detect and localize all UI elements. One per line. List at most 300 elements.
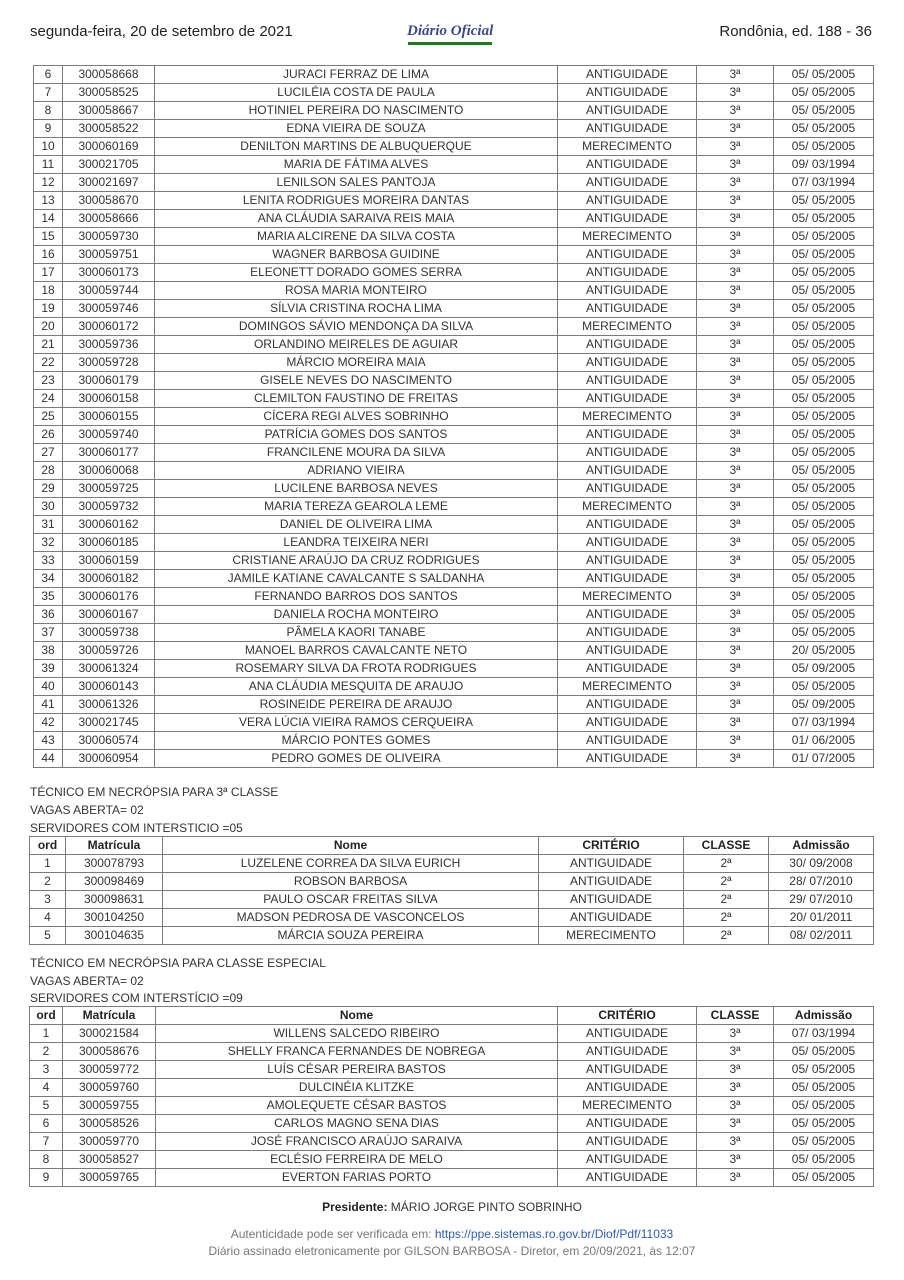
cell-matricula: 300060173 <box>63 264 155 282</box>
table-row <box>34 390 874 408</box>
cell-nome: LUZELENE CORREA DA SILVA EURICH <box>163 855 539 873</box>
header-classe: CLASSE <box>684 837 769 855</box>
cell-nome: HOTINIEL PEREIRA DO NASCIMENTO <box>155 102 558 120</box>
cell-matricula: 300058527 <box>63 1151 156 1169</box>
cell-matricula: 300059730 <box>63 228 155 246</box>
cell-ord: 38 <box>34 642 63 660</box>
cell-ord: 28 <box>34 462 63 480</box>
authenticity-text: Autenticidade pode ser verificada em: <box>230 1227 435 1241</box>
cell-matricula: 300059725 <box>63 480 155 498</box>
table-row <box>34 408 874 426</box>
cell-admissao: 05/ 05/2005 <box>774 1079 874 1097</box>
table-row <box>30 873 874 891</box>
cell-nome: DANIEL DE OLIVEIRA LIMA <box>155 516 558 534</box>
cell-classe: 3ª <box>697 1025 774 1043</box>
cell-classe: 3ª <box>697 102 774 120</box>
cell-admissao: 01/ 07/2005 <box>774 750 874 768</box>
cell-nome: ROBSON BARBOSA <box>163 873 539 891</box>
cell-matricula: 300059732 <box>63 498 155 516</box>
cell-classe: 3ª <box>697 1169 774 1187</box>
cell-admissao: 08/ 02/2011 <box>769 927 874 945</box>
cell-criterio: ANTIGUIDADE <box>558 354 697 372</box>
table-body <box>30 1025 874 1187</box>
header-admissao: Admissão <box>774 1007 874 1025</box>
cell-criterio: ANTIGUIDADE <box>558 1133 697 1151</box>
cell-criterio: ANTIGUIDADE <box>558 372 697 390</box>
cell-nome: ANA CLÁUDIA SARAIVA REIS MAIA <box>155 210 558 228</box>
cell-criterio: MERECIMENTO <box>558 138 697 156</box>
table-row <box>30 1133 874 1151</box>
cell-criterio: ANTIGUIDADE <box>558 210 697 228</box>
table-row <box>34 444 874 462</box>
cell-ord: 8 <box>30 1151 63 1169</box>
cell-matricula: 300058670 <box>63 192 155 210</box>
cell-matricula: 300021584 <box>63 1025 156 1043</box>
cell-admissao: 05/ 05/2005 <box>774 1097 874 1115</box>
cell-ord: 1 <box>30 1025 63 1043</box>
cell-classe: 2ª <box>684 855 769 873</box>
cell-nome: CRISTIANE ARAÚJO DA CRUZ RODRIGUES <box>155 552 558 570</box>
cell-nome: DANIELA ROCHA MONTEIRO <box>155 606 558 624</box>
cell-criterio: ANTIGUIDADE <box>558 552 697 570</box>
cell-classe: 3ª <box>697 750 774 768</box>
cell-nome: SÍLVIA CRISTINA ROCHA LIMA <box>155 300 558 318</box>
cell-ord: 19 <box>34 300 63 318</box>
cell-ord: 9 <box>34 120 63 138</box>
cell-classe: 3ª <box>697 498 774 516</box>
cell-criterio: ANTIGUIDADE <box>558 750 697 768</box>
cell-nome: MARIA ALCIRENE DA SILVA COSTA <box>155 228 558 246</box>
cell-ord: 5 <box>30 927 66 945</box>
cell-nome: FRANCILENE MOURA DA SILVA <box>155 444 558 462</box>
page-header <box>0 0 904 50</box>
header-criterio: CRITÉRIO <box>539 837 684 855</box>
cell-nome: PÂMELA KAORI TANABE <box>155 624 558 642</box>
cell-admissao: 05/ 05/2005 <box>774 534 874 552</box>
cell-nome: ECLÉSIO FERREIRA DE MELO <box>156 1151 558 1169</box>
cell-nome: DULCINÉIA KLITZKE <box>156 1079 558 1097</box>
cell-classe: 2ª <box>684 873 769 891</box>
cell-classe: 3ª <box>697 714 774 732</box>
cell-nome: CLEMILTON FAUSTINO DE FREITAS <box>155 390 558 408</box>
cell-ord: 36 <box>34 606 63 624</box>
cell-nome: SHELLY FRANCA FERNANDES DE NOBREGA <box>156 1043 558 1061</box>
table-row <box>34 156 874 174</box>
cell-nome: LENILSON SALES PANTOJA <box>155 174 558 192</box>
cell-admissao: 29/ 07/2010 <box>769 891 874 909</box>
cell-matricula: 300058666 <box>63 210 155 228</box>
cell-ord: 7 <box>34 84 63 102</box>
cell-nome: MÁRCIO PONTES GOMES <box>155 732 558 750</box>
cell-admissao: 05/ 09/2005 <box>774 696 874 714</box>
cell-admissao: 05/ 09/2005 <box>774 660 874 678</box>
table-row <box>30 927 874 945</box>
cell-admissao: 05/ 05/2005 <box>774 1061 874 1079</box>
cell-nome: MÁRCIA SOUZA PEREIRA <box>163 927 539 945</box>
cell-matricula: 300060159 <box>63 552 155 570</box>
cell-ord: 40 <box>34 678 63 696</box>
cell-criterio: ANTIGUIDADE <box>558 624 697 642</box>
cell-criterio: ANTIGUIDADE <box>558 66 697 84</box>
cell-classe: 3ª <box>697 210 774 228</box>
cell-matricula: 300098631 <box>66 891 163 909</box>
table-row <box>34 516 874 534</box>
cell-ord: 32 <box>34 534 63 552</box>
header-date: segunda-feira, 20 de setembro de 2021 <box>30 23 293 40</box>
table-body <box>30 855 874 945</box>
cell-classe: 2ª <box>684 891 769 909</box>
cell-classe: 3ª <box>697 552 774 570</box>
cell-nome: ELEONETT DORADO GOMES SERRA <box>155 264 558 282</box>
table-row <box>34 174 874 192</box>
signature-line: Diário assinado eletronicamente por GILSON BARBOSA - Diretor, em 20/09/2021, às 12:07 <box>208 1244 696 1258</box>
cell-admissao: 05/ 05/2005 <box>774 66 874 84</box>
cell-admissao: 28/ 07/2010 <box>769 873 874 891</box>
cell-nome: LUÍS CÉSAR PEREIRA BASTOS <box>156 1061 558 1079</box>
cell-criterio: ANTIGUIDADE <box>558 1115 697 1133</box>
section3-servidores: SERVIDORES COM INTERSTÍCIO =09 <box>30 991 243 1005</box>
cell-admissao: 05/ 05/2005 <box>774 1151 874 1169</box>
cell-matricula: 300059772 <box>63 1061 156 1079</box>
cell-ord: 35 <box>34 588 63 606</box>
table-row <box>34 588 874 606</box>
cell-classe: 3ª <box>697 1115 774 1133</box>
cell-nome: WILLENS SALCEDO RIBEIRO <box>156 1025 558 1043</box>
cell-admissao: 09/ 03/1994 <box>774 156 874 174</box>
cell-matricula: 300060167 <box>63 606 155 624</box>
cell-ord: 39 <box>34 660 63 678</box>
table-row <box>34 678 874 696</box>
table-row <box>30 1169 874 1187</box>
table-row <box>34 426 874 444</box>
cell-nome: CARLOS MAGNO SENA DIAS <box>156 1115 558 1133</box>
cell-nome: WAGNER BARBOSA GUIDINE <box>155 246 558 264</box>
cell-ord: 41 <box>34 696 63 714</box>
cell-matricula: 300060182 <box>63 570 155 588</box>
cell-criterio: ANTIGUIDADE <box>558 606 697 624</box>
cell-classe: 3ª <box>697 138 774 156</box>
cell-admissao: 05/ 05/2005 <box>774 84 874 102</box>
cell-classe: 3ª <box>697 1133 774 1151</box>
cell-criterio: ANTIGUIDADE <box>558 1169 697 1187</box>
cell-admissao: 05/ 05/2005 <box>774 318 874 336</box>
table-row <box>34 372 874 390</box>
cell-criterio: MERECIMENTO <box>558 1097 697 1115</box>
cell-matricula: 300060155 <box>63 408 155 426</box>
cell-ord: 42 <box>34 714 63 732</box>
cell-matricula: 300060574 <box>63 732 155 750</box>
cell-ord: 30 <box>34 498 63 516</box>
cell-classe: 3ª <box>697 156 774 174</box>
cell-ord: 2 <box>30 873 66 891</box>
cell-nome: ROSA MARIA MONTEIRO <box>155 282 558 300</box>
cell-matricula: 300021697 <box>63 174 155 192</box>
cell-criterio: ANTIGUIDADE <box>558 1043 697 1061</box>
table-row <box>34 714 874 732</box>
cell-matricula: 300060179 <box>63 372 155 390</box>
cell-classe: 3ª <box>697 588 774 606</box>
table-row <box>34 138 874 156</box>
header-criterio: CRITÉRIO <box>558 1007 697 1025</box>
table-body <box>34 66 874 768</box>
table-row <box>30 855 874 873</box>
cell-criterio: ANTIGUIDADE <box>558 462 697 480</box>
cell-ord: 18 <box>34 282 63 300</box>
cell-matricula: 300059740 <box>63 426 155 444</box>
table-row <box>30 1043 874 1061</box>
cell-admissao: 05/ 05/2005 <box>774 336 874 354</box>
cell-criterio: ANTIGUIDADE <box>558 660 697 678</box>
cell-ord: 44 <box>34 750 63 768</box>
cell-admissao: 05/ 05/2005 <box>774 282 874 300</box>
table-row <box>34 264 874 282</box>
cell-ord: 21 <box>34 336 63 354</box>
table-row <box>34 480 874 498</box>
cell-criterio: ANTIGUIDADE <box>558 264 697 282</box>
cell-criterio: ANTIGUIDADE <box>558 1025 697 1043</box>
table-row <box>34 498 874 516</box>
cell-criterio: ANTIGUIDADE <box>558 732 697 750</box>
cell-ord: 1 <box>30 855 66 873</box>
cell-criterio: ANTIGUIDADE <box>558 102 697 120</box>
cell-admissao: 05/ 05/2005 <box>774 408 874 426</box>
cell-admissao: 05/ 05/2005 <box>774 1043 874 1061</box>
table-header-row <box>30 1007 874 1025</box>
header-title: Diário Oficial <box>407 23 494 39</box>
cell-criterio: ANTIGUIDADE <box>558 1079 697 1097</box>
cell-criterio: ANTIGUIDADE <box>558 246 697 264</box>
cell-nome: MADSON PEDROSA DE VASCONCELOS <box>163 909 539 927</box>
header-ord: ord <box>30 837 66 855</box>
cell-admissao: 05/ 05/2005 <box>774 372 874 390</box>
cell-criterio: ANTIGUIDADE <box>558 534 697 552</box>
header-classe: CLASSE <box>697 1007 774 1025</box>
cell-admissao: 05/ 05/2005 <box>774 210 874 228</box>
cell-ord: 11 <box>34 156 63 174</box>
cell-admissao: 05/ 05/2005 <box>774 120 874 138</box>
cell-classe: 3ª <box>697 516 774 534</box>
cell-classe: 2ª <box>684 909 769 927</box>
cell-matricula: 300061326 <box>63 696 155 714</box>
cell-admissao: 05/ 05/2005 <box>774 624 874 642</box>
cell-ord: 4 <box>30 909 66 927</box>
cell-criterio: ANTIGUIDADE <box>558 696 697 714</box>
cell-ord: 8 <box>34 102 63 120</box>
cell-classe: 3ª <box>697 534 774 552</box>
table-tecnico-classe-especial <box>29 1006 874 1187</box>
cell-classe: 3ª <box>697 660 774 678</box>
cell-classe: 2ª <box>684 927 769 945</box>
table-row <box>30 1097 874 1115</box>
cell-classe: 3ª <box>697 642 774 660</box>
cell-admissao: 05/ 05/2005 <box>774 426 874 444</box>
cell-matricula: 300060158 <box>63 390 155 408</box>
header-nome: Nome <box>156 1007 558 1025</box>
cell-criterio: MERECIMENTO <box>558 678 697 696</box>
authenticity-link[interactable]: https://ppe.sistemas.ro.gov.br/Diof/Pdf/11033 <box>434 1227 674 1241</box>
cell-classe: 3ª <box>697 300 774 318</box>
table-row <box>34 570 874 588</box>
cell-nome: JOSÉ FRANCISCO ARAÚJO SARAIVA <box>156 1133 558 1151</box>
cell-nome: PEDRO GOMES DE OLIVEIRA <box>155 750 558 768</box>
cell-criterio: ANTIGUIDADE <box>558 300 697 318</box>
cell-admissao: 05/ 05/2005 <box>774 192 874 210</box>
table-row <box>30 1115 874 1133</box>
cell-criterio: MERECIMENTO <box>558 408 697 426</box>
cell-classe: 3ª <box>697 192 774 210</box>
cell-admissao: 05/ 05/2005 <box>774 678 874 696</box>
president-name: MÁRIO JORGE PINTO SOBRINHO <box>387 1200 582 1214</box>
cell-classe: 3ª <box>697 84 774 102</box>
cell-criterio: ANTIGUIDADE <box>558 426 697 444</box>
cell-matricula: 300104635 <box>66 927 163 945</box>
cell-nome: CÍCERA REGI ALVES SOBRINHO <box>155 408 558 426</box>
cell-ord: 3 <box>30 891 66 909</box>
table-row <box>34 336 874 354</box>
cell-matricula: 300060172 <box>63 318 155 336</box>
cell-nome: DENILTON MARTINS DE ALBUQUERQUE <box>155 138 558 156</box>
table-header-row <box>30 837 874 855</box>
cell-ord: 17 <box>34 264 63 282</box>
cell-admissao: 05/ 05/2005 <box>774 462 874 480</box>
cell-classe: 3ª <box>697 480 774 498</box>
cell-matricula: 300058676 <box>63 1043 156 1061</box>
cell-ord: 12 <box>34 174 63 192</box>
cell-matricula: 300061324 <box>63 660 155 678</box>
table-row <box>34 120 874 138</box>
cell-matricula: 300059738 <box>63 624 155 642</box>
cell-admissao: 05/ 05/2005 <box>774 102 874 120</box>
cell-nome: MÁRCIO MOREIRA MAIA <box>155 354 558 372</box>
cell-nome: ROSEMARY SILVA DA FROTA RODRIGUES <box>155 660 558 678</box>
cell-criterio: MERECIMENTO <box>558 228 697 246</box>
cell-nome: FERNANDO BARROS DOS SANTOS <box>155 588 558 606</box>
cell-matricula: 300059744 <box>63 282 155 300</box>
cell-classe: 3ª <box>697 1097 774 1115</box>
section2-vagas: VAGAS ABERTA= 02 <box>30 803 144 817</box>
cell-admissao: 05/ 05/2005 <box>774 228 874 246</box>
cell-nome: VERA LÚCIA VIEIRA RAMOS CERQUEIRA <box>155 714 558 732</box>
cell-admissao: 07/ 03/1994 <box>774 1025 874 1043</box>
cell-classe: 3ª <box>697 372 774 390</box>
table-row <box>34 66 874 84</box>
cell-criterio: ANTIGUIDADE <box>558 192 697 210</box>
cell-matricula: 300060185 <box>63 534 155 552</box>
cell-matricula: 300059736 <box>63 336 155 354</box>
cell-admissao: 05/ 05/2005 <box>774 390 874 408</box>
section3-vagas: VAGAS ABERTA= 02 <box>30 974 144 988</box>
cell-ord: 7 <box>30 1133 63 1151</box>
cell-nome: EDNA VIEIRA DE SOUZA <box>155 120 558 138</box>
cell-criterio: ANTIGUIDADE <box>558 444 697 462</box>
cell-nome: PAULO OSCAR FREITAS SILVA <box>163 891 539 909</box>
cell-classe: 3ª <box>697 1043 774 1061</box>
cell-ord: 15 <box>34 228 63 246</box>
cell-ord: 20 <box>34 318 63 336</box>
cell-classe: 3ª <box>697 1061 774 1079</box>
cell-classe: 3ª <box>697 696 774 714</box>
cell-ord: 23 <box>34 372 63 390</box>
cell-admissao: 05/ 05/2005 <box>774 264 874 282</box>
cell-admissao: 05/ 05/2005 <box>774 354 874 372</box>
cell-ord: 2 <box>30 1043 63 1061</box>
cell-ord: 22 <box>34 354 63 372</box>
cell-classe: 3ª <box>697 120 774 138</box>
cell-admissao: 05/ 05/2005 <box>774 588 874 606</box>
cell-classe: 3ª <box>697 678 774 696</box>
cell-matricula: 300058668 <box>63 66 155 84</box>
cell-admissao: 05/ 05/2005 <box>774 444 874 462</box>
cell-admissao: 01/ 06/2005 <box>774 732 874 750</box>
cell-classe: 3ª <box>697 228 774 246</box>
cell-matricula: 300021745 <box>63 714 155 732</box>
cell-criterio: ANTIGUIDADE <box>558 570 697 588</box>
cell-criterio: ANTIGUIDADE <box>558 174 697 192</box>
cell-ord: 31 <box>34 516 63 534</box>
cell-matricula: 300021705 <box>63 156 155 174</box>
cell-ord: 6 <box>30 1115 63 1133</box>
cell-nome: GISELE NEVES DO NASCIMENTO <box>155 372 558 390</box>
cell-classe: 3ª <box>697 1079 774 1097</box>
cell-criterio: ANTIGUIDADE <box>558 642 697 660</box>
table-row <box>34 552 874 570</box>
table-row <box>34 660 874 678</box>
table-row <box>30 1079 874 1097</box>
table-row <box>34 732 874 750</box>
cell-ord: 16 <box>34 246 63 264</box>
cell-matricula: 300098469 <box>66 873 163 891</box>
cell-criterio: ANTIGUIDADE <box>558 480 697 498</box>
cell-ord: 33 <box>34 552 63 570</box>
cell-criterio: ANTIGUIDADE <box>558 84 697 102</box>
cell-matricula: 300058522 <box>63 120 155 138</box>
cell-classe: 3ª <box>697 1151 774 1169</box>
cell-matricula: 300059770 <box>63 1133 156 1151</box>
cell-classe: 3ª <box>697 624 774 642</box>
cell-ord: 26 <box>34 426 63 444</box>
cell-admissao: 05/ 05/2005 <box>774 480 874 498</box>
cell-admissao: 20/ 05/2005 <box>774 642 874 660</box>
cell-matricula: 300060162 <box>63 516 155 534</box>
cell-admissao: 05/ 05/2005 <box>774 552 874 570</box>
cell-classe: 3ª <box>697 336 774 354</box>
cell-ord: 3 <box>30 1061 63 1079</box>
cell-criterio: ANTIGUIDADE <box>539 855 684 873</box>
cell-classe: 3ª <box>697 66 774 84</box>
cell-matricula: 300058525 <box>63 84 155 102</box>
table-row <box>30 891 874 909</box>
cell-classe: 3ª <box>697 264 774 282</box>
cell-criterio: ANTIGUIDADE <box>558 714 697 732</box>
cell-nome: MARIA TEREZA GEAROLA LEME <box>155 498 558 516</box>
cell-nome: ROSINEIDE PEREIRA DE ARAUJO <box>155 696 558 714</box>
cell-matricula: 300059765 <box>63 1169 156 1187</box>
cell-matricula: 300059726 <box>63 642 155 660</box>
cell-nome: ADRIANO VIEIRA <box>155 462 558 480</box>
table-row <box>34 282 874 300</box>
cell-criterio: MERECIMENTO <box>558 318 697 336</box>
cell-nome: ORLANDINO MEIRELES DE AGUIAR <box>155 336 558 354</box>
table-row <box>30 1025 874 1043</box>
header-ord: ord <box>30 1007 63 1025</box>
table-row <box>34 246 874 264</box>
cell-matricula: 300060169 <box>63 138 155 156</box>
cell-matricula: 300060954 <box>63 750 155 768</box>
cell-admissao: 07/ 03/1994 <box>774 174 874 192</box>
cell-matricula: 300060068 <box>63 462 155 480</box>
cell-admissao: 30/ 09/2008 <box>769 855 874 873</box>
table-row <box>34 84 874 102</box>
